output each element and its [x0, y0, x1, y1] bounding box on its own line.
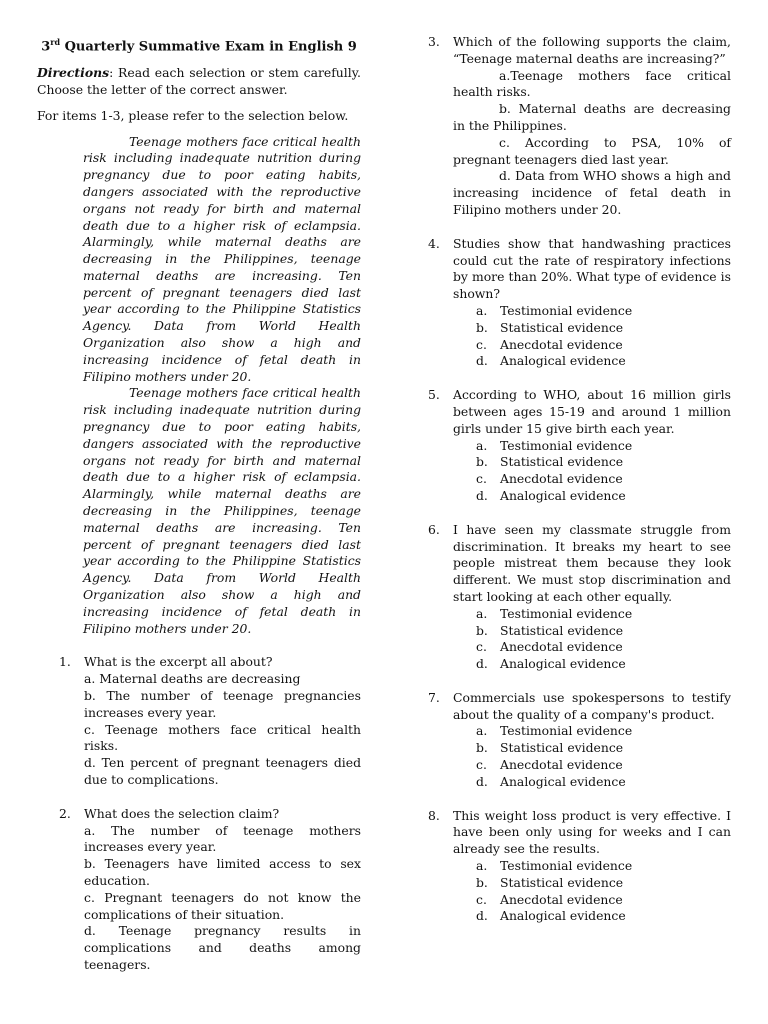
answer-option-b — [453, 623, 731, 640]
directions-label: Directions — [37, 65, 110, 81]
directions-text: : Read each selection or stem carefully. Choose the letter of the correct answer. — [37, 65, 361, 97]
option-text: Testimonial evidence — [500, 302, 633, 318]
question-stem: Studies show that handwashing practices could cut the rate of respiratory infections by more than 20%. What type of evidence is shown? — [453, 235, 731, 302]
answer-option-d — [453, 908, 731, 925]
question-7 — [428, 690, 731, 791]
directions — [37, 65, 361, 99]
option-letter: d. — [476, 773, 488, 789]
left-column — [37, 34, 361, 991]
option-letter: a. — [476, 302, 488, 318]
answer-option-a — [453, 303, 731, 320]
question-1 — [59, 654, 361, 788]
question-number: 7. — [428, 689, 440, 705]
option-letter: a. — [476, 605, 488, 621]
option-text: Statistical evidence — [500, 740, 624, 756]
answer-option-a — [453, 606, 731, 623]
option-text: Analogical evidence — [500, 656, 626, 672]
option-text: Anecdotal evidence — [500, 336, 623, 352]
option-text: Testimonial evidence — [500, 437, 633, 453]
answer-option-d — [453, 488, 731, 505]
question-6 — [428, 522, 731, 673]
answer-option-a: a. Maternal deaths are decreasing — [84, 671, 301, 687]
option-letter: a. — [476, 437, 488, 453]
option-text: Analogical evidence — [500, 487, 626, 503]
answer-option-b — [453, 740, 731, 757]
option-letter: b. — [476, 622, 488, 638]
answer-option-c — [453, 639, 731, 656]
title-text: Quarterly Summative Exam in English 9 — [60, 39, 357, 55]
option-text: Statistical evidence — [500, 622, 624, 638]
question-number: 4. — [428, 235, 440, 251]
question-3 — [428, 34, 731, 219]
question-4 — [428, 236, 731, 370]
title-ordinal: 3 — [41, 39, 51, 55]
exam-title — [37, 34, 361, 56]
question-5 — [428, 387, 731, 505]
right-column — [428, 34, 731, 942]
answer-option-d — [453, 774, 731, 791]
question-number: 6. — [428, 521, 440, 537]
answer-option-c: c. Pregnant teenagers do not know the complications of their situation. — [84, 889, 361, 922]
reading-passage — [83, 134, 361, 638]
question-number: 2. — [59, 805, 71, 821]
option-text: Statistical evidence — [500, 454, 624, 470]
answer-option-a — [453, 723, 731, 740]
option-letter: d. — [476, 353, 488, 369]
answer-option-b — [453, 454, 731, 471]
option-text: Statistical evidence — [500, 319, 624, 335]
answer-option-c — [453, 337, 731, 354]
option-text: Analogical evidence — [500, 353, 626, 369]
option-letter: b. — [476, 319, 488, 335]
option-text: Analogical evidence — [500, 773, 626, 789]
option-text: Anecdotal evidence — [500, 639, 623, 655]
question-number: 5. — [428, 387, 440, 403]
option-letter: c. — [476, 891, 487, 907]
question-number: 1. — [59, 654, 71, 670]
answer-option-c — [453, 892, 731, 909]
question-8 — [428, 808, 731, 926]
option-text: Testimonial evidence — [500, 605, 633, 621]
answer-option-a — [453, 858, 731, 875]
option-text: Anecdotal evidence — [500, 757, 623, 773]
question-number: 3. — [428, 34, 440, 49]
answer-option-b: b. The number of teenage pregnancies increases every year. — [84, 688, 361, 720]
refer-instruction: For items 1-3, please refer to the selection below. — [37, 107, 349, 123]
option-letter: c. — [476, 471, 487, 487]
answer-option-b: b. Teenagers have limited access to sex education. — [84, 856, 361, 888]
option-letter: b. — [476, 454, 488, 470]
option-text: Anecdotal evidence — [500, 891, 623, 907]
answer-option-b: b. Maternal deaths are decreasing in the Philippines. — [453, 101, 731, 133]
passage-paragraph: Teenage mothers face critical health risk including inadequate nutrition during pregnancy due to poor eating habits, dangers associated with the reproductive organs not ready for birth and maternal death due to a higher risk of eclampsia. Alarmingly, while maternal deaths are decreasing in the Philippines, teenage maternal deaths are increasing. Ten percent of pregnant teenagers died last year according to the Philippine Statistics Agency. Data from World Health Organization also show a high and increasing incidence of fetal death in Filipino mothers under 20. — [83, 385, 361, 636]
answer-option-c — [453, 471, 731, 488]
answer-option-d — [453, 656, 731, 673]
answer-option-b — [453, 875, 731, 892]
option-letter: b. — [476, 874, 488, 890]
option-letter: d. — [476, 656, 488, 672]
option-text: Anecdotal evidence — [500, 471, 623, 487]
answer-option-c: c. According to PSA, 10% of pregnant teenagers died last year. — [453, 134, 731, 167]
option-text: Testimonial evidence — [500, 858, 633, 874]
answer-option-b — [453, 320, 731, 337]
question-stem: Which of the following supports the claim, “Teenage maternal deaths are increasing?” — [453, 34, 731, 66]
answer-option-c: c. Teenage mothers face critical health risks. — [84, 721, 361, 754]
answer-option-a — [453, 438, 731, 455]
answer-option-d: d. Teenage pregnancy results in complications and deaths among teenagers. — [84, 923, 361, 972]
answer-option-a: a.Teenage mothers face critical health risks. — [453, 67, 731, 100]
question-stem: I have seen my classmate struggle from discrimination. It breaks my heart to see people mistreat them because they look different. We must stop discrimination and start looking at each other equally. — [453, 521, 731, 604]
option-text: Testimonial evidence — [500, 723, 633, 739]
option-letter: c. — [476, 336, 487, 352]
option-letter: a. — [476, 723, 488, 739]
option-letter: c. — [476, 639, 487, 655]
answer-option-d — [453, 353, 731, 370]
answer-option-d: d. Data from WHO shows a high and increasing incidence of fetal death in Filipino mothers under 20. — [453, 168, 731, 217]
question-stem: According to WHO, about 16 million girls between ages 15-19 and around 1 million girls under 15 give birth each year. — [453, 387, 731, 436]
question-stem: What is the excerpt all about? — [84, 654, 273, 670]
answer-option-c — [453, 757, 731, 774]
question-2 — [59, 806, 361, 974]
option-letter: b. — [476, 740, 488, 756]
option-letter: a. — [476, 858, 488, 874]
question-stem: Commercials use spokespersons to testify about the quality of a company's product. — [453, 689, 731, 722]
option-text: Analogical evidence — [500, 908, 626, 924]
question-stem: This weight loss product is very effective. I have been only using for weeks and I can already see the results. — [453, 807, 731, 857]
answer-option-a: a. The number of teenage mothers increases every year. — [84, 822, 361, 855]
option-letter: d. — [476, 908, 488, 924]
question-stem: What does the selection claim? — [84, 805, 280, 821]
question-number: 8. — [428, 807, 440, 823]
option-letter: d. — [476, 487, 488, 503]
title-ordinal-suffix: rd — [50, 37, 61, 47]
option-letter: c. — [476, 757, 487, 773]
answer-option-d: d. Ten percent of pregnant teenagers died due to complications. — [84, 755, 361, 787]
passage-paragraph: Teenage mothers face critical health risk including inadequate nutrition during pregnancy due to poor eating habits, dangers associated with the reproductive organs not ready for birth and maternal death due to a higher risk of eclampsia. Alarmingly, while maternal deaths are decreasing in the Philippines, teenage maternal deaths are increasing. Ten percent of pregnant teenagers died last year according to the Philippine Statistics Agency. Data from World Health Organization also show a high and increasing incidence of fetal death in Filipino mothers under 20. — [83, 133, 361, 384]
option-text: Statistical evidence — [500, 874, 624, 890]
